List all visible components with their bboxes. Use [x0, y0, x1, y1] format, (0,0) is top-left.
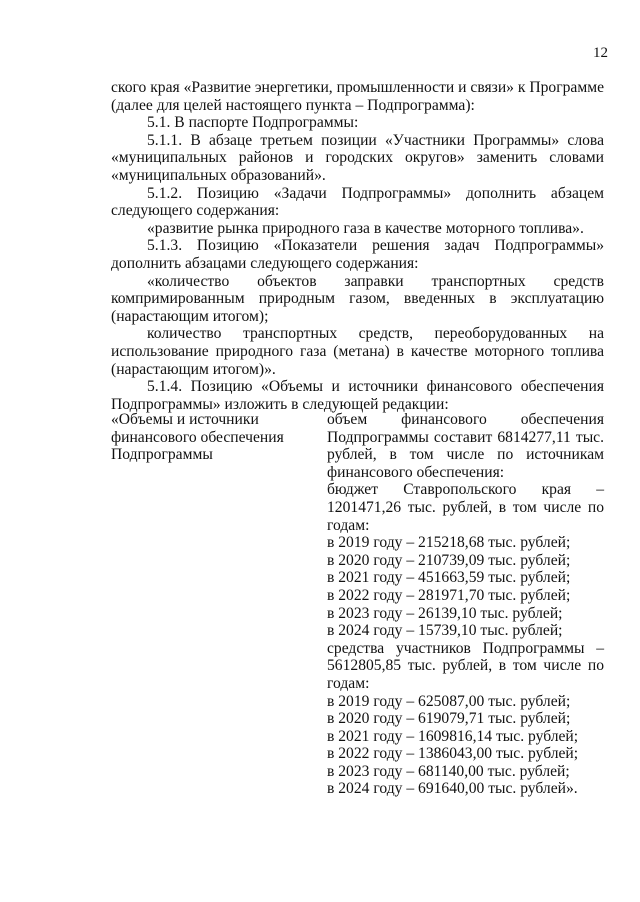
table-year-item: в 2022 году – 1386043,00 тыс. рублей; [327, 745, 579, 763]
table-year-item: в 2019 году – 215218,68 тыс. рублей; [327, 534, 571, 552]
paragraph: 5.1.4. Позицию «Объемы и источники финансового обеспечения Подпрограммы» изложить в следующей редакции: [111, 378, 604, 413]
table-value-column [327, 411, 604, 798]
paragraph: 5.1.2. Позицию «Задачи Подпрограммы» дополнить абзацем следующего содержания: [111, 184, 604, 220]
table-year-item: в 2019 году – 625087,00 тыс. рублей; [327, 692, 571, 710]
page-number: 12 [593, 45, 608, 61]
table-year-item: в 2020 году – 619079,71 тыс. рублей; [327, 710, 571, 728]
table-paragraph: объем финансового обеспечения Подпрограммы составит 6814277,11 тыс. рублей, в том числе по источникам финансового обеспечения: [327, 411, 604, 481]
table-year-item: в 2024 году – 15739,10 тыс. рублей; [327, 622, 563, 640]
document-body [111, 79, 604, 413]
table-year-item: в 2023 году – 26139,10 тыс. рублей; [327, 604, 563, 622]
table-year-item: в 2022 году – 281971,70 тыс. рублей; [327, 586, 571, 604]
paragraph: «количество объектов заправки транспортных средств компримированным природным газом, введенных в эксплуатацию (нарастающим итогом); [111, 272, 604, 325]
paragraph: «развитие рынка природного газа в качестве моторного топлива». [147, 219, 584, 237]
table-year-item: в 2021 году – 451663,59 тыс. рублей; [327, 569, 571, 587]
paragraph: 5.1.1. В абзаце третьем позиции «Участники Программы» слова «муниципальных районов и городских округов» заменить словами «муниципальных образований». [111, 131, 604, 184]
paragraph: количество транспортных средств, переоборудованных на использование природного газа (метана) в качестве моторного топлива (нарастающим итогом)». [111, 325, 604, 378]
table-year-item: в 2020 году – 210739,09 тыс. рублей; [327, 551, 571, 569]
table-paragraph: средства участников Подпрограммы – 5612805,85 тыс. рублей, в том числе по годам: [327, 639, 604, 692]
paragraph: 5.1. В паспорте Подпрограммы: [147, 114, 359, 132]
table-label: «Объемы и источники финансового обеспечения Подпрограммы [111, 411, 284, 464]
paragraph: 5.1.3. Позицию «Показатели решения задач Подпрограммы» дополнить абзацами следующего содержания: [111, 237, 604, 272]
table-year-item: в 2021 году – 1609816,14 тыс. рублей; [327, 727, 579, 745]
paragraph: ского края «Развитие энергетики, промышленности и связи» к Программе (далее для целей настоящего пункта – Подпрограмма): [111, 79, 604, 114]
table-label-column [111, 411, 301, 464]
table-year-item: в 2024 году – 691640,00 тыс. рублей». [327, 780, 578, 798]
table-year-item: в 2023 году – 681140,00 тыс. рублей; [327, 762, 570, 780]
table-paragraph: бюджет Ставропольского края – 1201471,26 тыс. рублей, в том числе по годам: [327, 481, 604, 534]
